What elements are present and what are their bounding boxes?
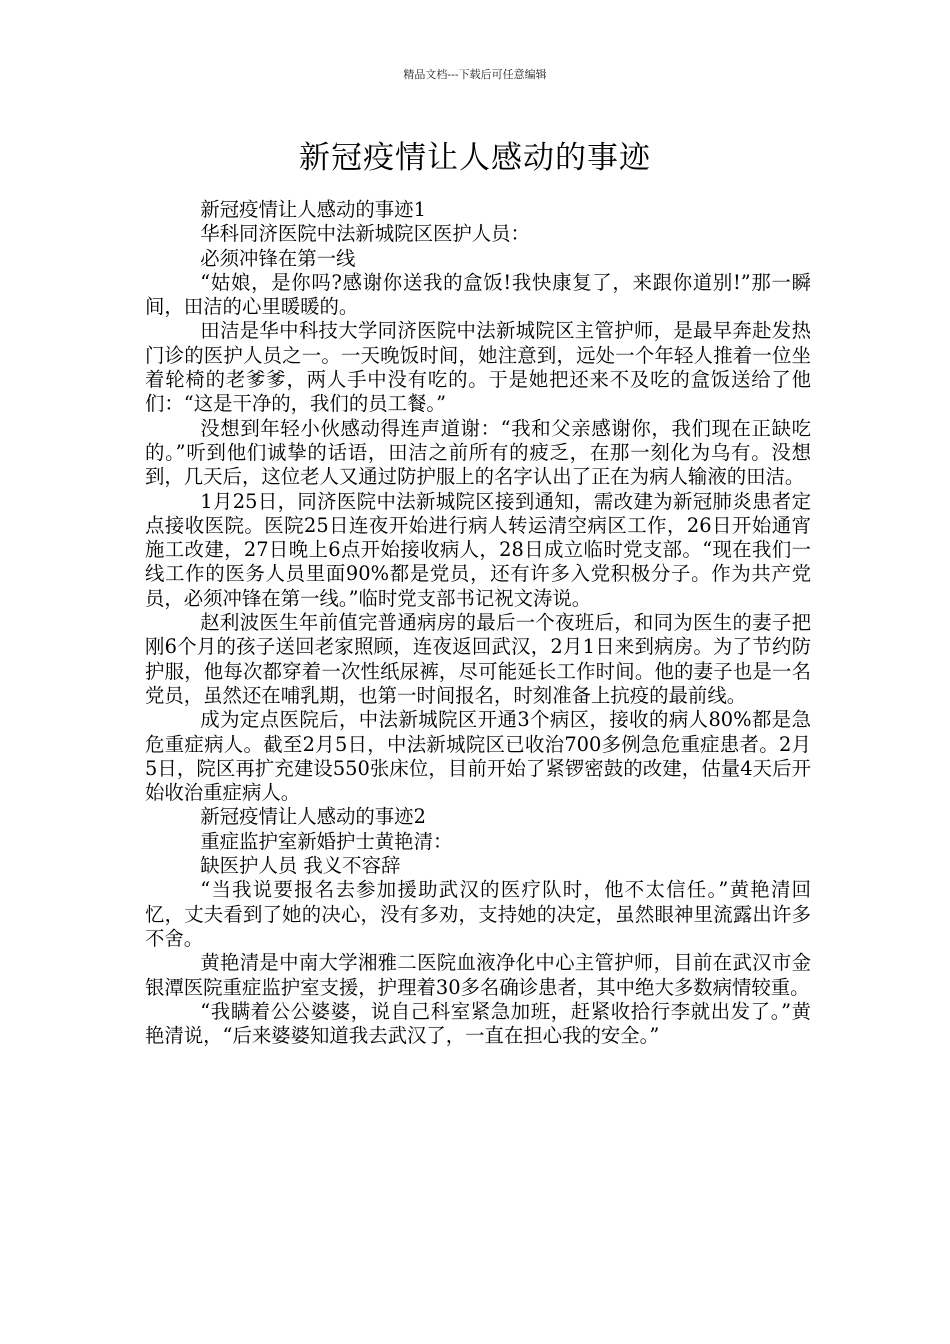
paragraph: 赵利波医生年前值完普通病房的最后一个夜班后，和同为医生的妻子把刚6个月的孩子送回老家照顾，连夜返回武汉，2月1日来到病房。为了节约防护服，他每次都穿着一次性纸尿裤，尽可能延长工作时间。他的妻子也是一名党员，虽然还在哺乳期，也第一时间报名，时刻准备上抗疫的最前线。 [145,611,811,707]
header-note: 精品文档---下载后可任意编辑 [403,68,547,81]
paragraph: 没想到年轻小伙感动得连声道谢：“我和父亲感谢你，我们现在正缺吃的。”听到他们诚挚的话语，田洁之前所有的疲乏，在那一刻化为乌有。没想到，几天后，这位老人又通过防护服上的名字认出了正在为病人输液的田洁。 [145,416,811,489]
paragraph: 田洁是华中科技大学同济医院中法新城院区主管护师，是最早奔赴发热门诊的医护人员之一。一天晚饭时间，她注意到，远处一个年轻人推着一位坐着轮椅的老爹爹，两人手中没有吃的。于是她把还来不及吃的盒饭送给了他们：“这是干净的，我们的员工餐。” [145,319,811,416]
subheading-quote-1: 必须冲锋在第一线 [200,246,356,270]
subheading-quote-2: 缺医护人员 我义不容辞 [200,854,401,878]
document-body [145,198,811,1048]
paragraph: 成为定点医院后，中法新城院区开通3个病区，接收的病人80%都是急危重症病人。截至2月5日，中法新城院区已收治700多例急危重症患者。2月5日，院区再扩充建设550张床位，目前开始了紧锣密鼓的改建，估量4天后开始收治重症病人。 [145,708,811,805]
paragraph: “我瞒着公公婆婆，说自己科室紧急加班，赶紧收拾行李就出发了。”黄艳清说，“后来婆婆知道我去武汉了，一直在担心我的安全。” [145,999,811,1048]
section-heading-2: 新冠疫情让人感动的事迹2 [200,805,426,829]
paragraph: “当我说要报名去参加援助武汉的医疗队时，他不太信任。”黄艳清回忆，丈夫看到了她的决心，没有多劝，支持她的决定，虽然眼神里流露出许多不舍。 [145,878,811,950]
document-title: 新冠疫情让人感动的事迹 [299,140,651,176]
subheading-person-2: 重症监护室新婚护士黄艳清： [200,829,453,853]
paragraph: “姑娘，是你吗?感谢你送我的盒饭!我快康复了，来跟你道别!”那一瞬间，田洁的心里暖暖的。 [145,270,811,319]
section-heading-1: 新冠疫情让人感动的事迹1 [200,198,426,221]
paragraph: 1月25日，同济医院中法新城院区接到通知，需改建为新冠肺炎患者定点接收医院。医院25日连夜开始进行病人转运清空病区工作，26日开始通宵施工改建，27日晚上6点开始接收病人，28日成立临时党支部。“现在我们一线工作的医务人员里面90%都是党员，还有许多入党积极分子。作为共产党员，必须冲锋在第一线。”临时党支部书记祝文涛说。 [145,489,811,610]
paragraph: 黄艳清是中南大学湘雅二医院血液净化中心主管护师，目前在武汉市金银潭医院重症监护室支援，护理着30多名确诊患者，其中绝大多数病情较重。 [145,951,811,999]
subheading-person-1: 华科同济医院中法新城院区医护人员： [200,222,530,246]
